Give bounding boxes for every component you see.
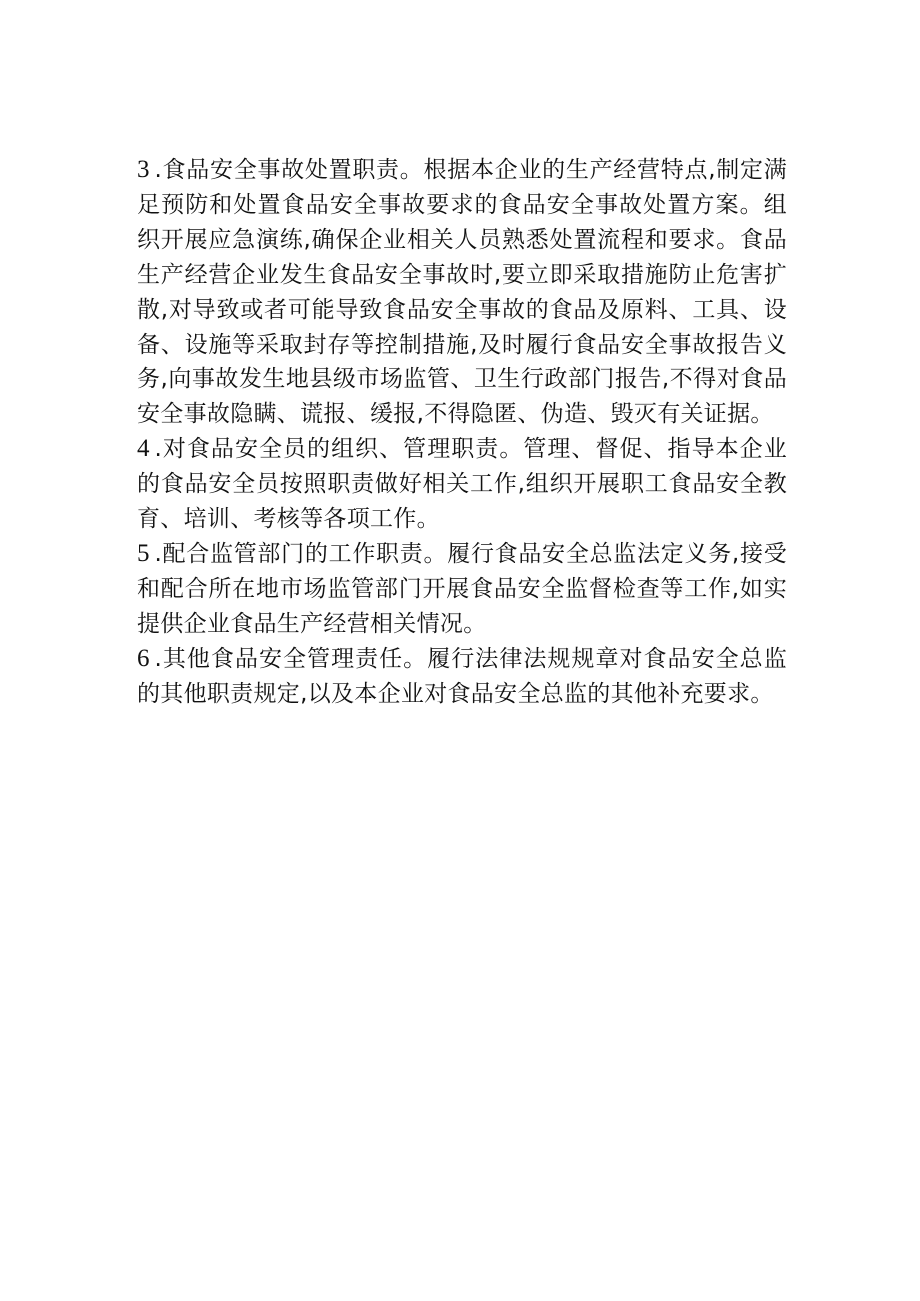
paragraph-item-3 xyxy=(137,153,787,432)
paragraph-item-5 xyxy=(137,537,787,642)
paragraph-number: 3 xyxy=(137,156,150,183)
paragraph-item-6 xyxy=(137,642,787,712)
paragraph-number: 4 xyxy=(137,435,150,463)
paragraph-number: 6 xyxy=(137,644,150,672)
document-body xyxy=(137,153,787,712)
paragraph-number: 5 xyxy=(137,539,150,567)
paragraph-text: .对食品安全员的组织、管理职责。管理、督促、指导本企业的食品安全员按照职责做好相关工作,组织开展职工食品安全教育、培训、考核等各项工作。 xyxy=(137,436,787,533)
paragraph-item-4 xyxy=(137,432,787,537)
paragraph-text: .配合监管部门的工作职责。履行食品安全总监法定义务,接受和配合所在地市场监管部门开展食品安全监督检查等工作,如实提供企业食品生产经营相关情况。 xyxy=(137,540,787,637)
paragraph-text: .其他食品安全管理责任。履行法律法规规章对食品安全总监的其他职责规定,以及本企业对食品安全总监的其他补充要求。 xyxy=(137,645,787,707)
paragraph-text: .食品安全事故处置职责。根据本企业的生产经营特点,制定满足预防和处置食品安全事故要求的食品安全事故处置方案。组织开展应急演练,确保企业相关人员熟悉处置流程和要求。食品生产经营企业发生食品安全事故时,要立即采取措施防止危害扩散,对导致或者可能导致食品安全事故的食品及原料、工具、设备、设施等采取封存等控制措施,及时履行食品安全事故报告义务,向事故发生地县级市场监管、卫生行政部门报告,不得对食品安全事故隐瞒、谎报、缓报,不得隐匿、伪造、毁灭有关证据。 xyxy=(137,157,787,428)
